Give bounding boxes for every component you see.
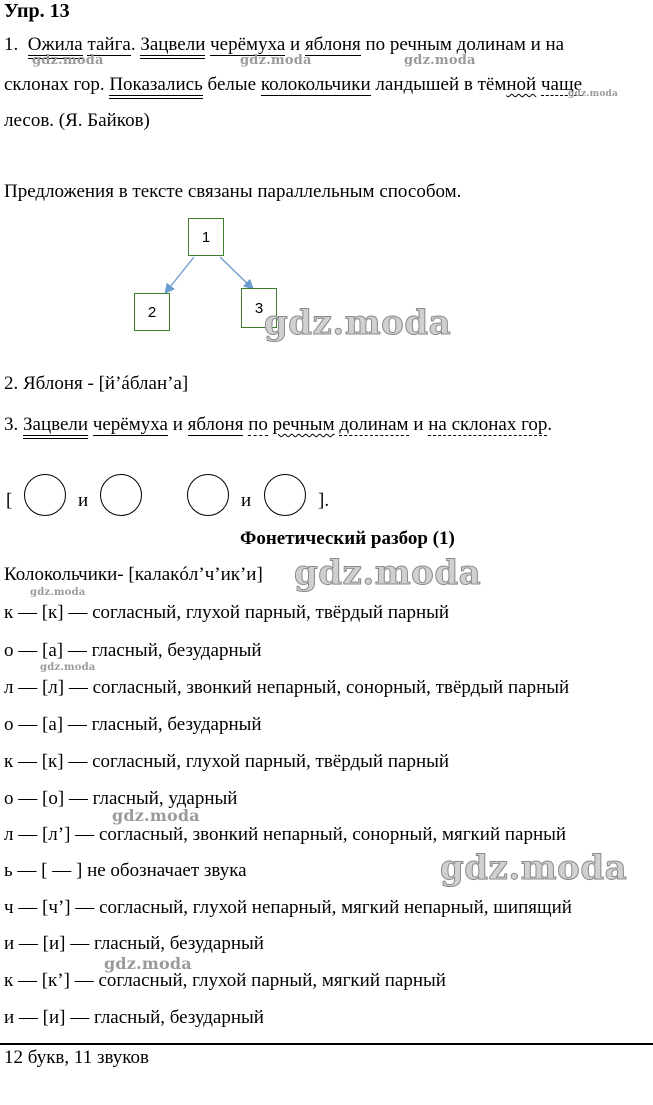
scheme-circle-4	[264, 474, 306, 516]
diagram-box-2: 2	[134, 293, 170, 331]
task3-sentence	[4, 414, 552, 436]
phonetic-line: ь — [ — ] не обозначает звука	[4, 860, 247, 881]
phonetic-line: к — [к] — согласный, глухой парный, твёрдый парный	[4, 602, 450, 623]
scheme-and-1: и	[78, 490, 89, 511]
watermark-small: gdz.moda	[404, 53, 476, 68]
subject-yablonya: яблоня	[304, 34, 361, 55]
phonetic-line: к — [к’] — согласный, глухой парный, мягкий парный	[4, 970, 446, 991]
watermark-small: gdz.moda	[40, 662, 96, 673]
watermark-small: gdz.moda	[240, 53, 312, 68]
phonetic-heading: Фонетический разбор (1)	[240, 528, 455, 549]
subject-cheremukha: черёмуха	[210, 34, 286, 55]
modifier-rechnym: речным	[272, 414, 335, 435]
adverbial-dolinam: долинам	[339, 414, 409, 435]
watermark-small: gdz.moda	[112, 806, 200, 825]
scheme-circle-3	[187, 474, 229, 516]
subject-yablonya: яблоня	[187, 414, 244, 435]
phonetic-line: и — [и] — гласный, безударный	[4, 1007, 264, 1028]
letters-sounds-summary: 12 букв, 11 звуков	[4, 1047, 150, 1068]
task3-number: 3.	[4, 414, 19, 435]
conjunction: и	[290, 34, 301, 55]
task1-number: 1.	[4, 34, 19, 55]
text-fragment: склонах гор.	[4, 74, 105, 95]
task1-line3: лесов. (Я. Байков)	[4, 110, 150, 131]
conjunction-2: и	[413, 414, 424, 435]
punct: .	[130, 34, 136, 55]
predicate-zatsveli: Зацвели	[140, 34, 205, 59]
arrow-to-2	[166, 257, 194, 292]
scheme-circle-2	[100, 474, 142, 516]
subject-tayga: тайга	[87, 34, 131, 55]
text-fragment: белые	[207, 74, 257, 95]
watermark-small: gdz.moda	[32, 53, 104, 68]
phonetic-line: о — [о] — гласный, ударный	[4, 788, 238, 809]
phonetic-line: л — [л] — согласный, звонкий непарный, сонорный, твёрдый парный	[4, 677, 570, 698]
phonetic-line: о — [а] — гласный, безударный	[4, 714, 262, 735]
diagram-box-1: 1	[188, 218, 224, 256]
text-fragment: по речным долинам и на	[365, 34, 565, 55]
watermark-large: gdz.moda	[264, 303, 452, 343]
phonetic-line: о — [а] — гласный, безударный	[4, 640, 262, 661]
phonetic-word: Колокольчики- [калакóл’ч’ик’и]	[4, 564, 263, 585]
scheme-and-2: и	[241, 490, 252, 511]
connection-text: Предложения в тексте связаны параллельным способом.	[4, 181, 462, 202]
arrow-to-3	[220, 257, 252, 288]
scheme-open-bracket: [	[6, 490, 13, 511]
watermark-large: gdz.moda	[294, 553, 482, 593]
text-fragment: ландышей в тём	[375, 74, 507, 95]
predicate-ozhila: Ожила	[28, 34, 83, 59]
watermark-small: gdz.moda	[104, 954, 192, 973]
phonetic-line: и — [и] — гласный, безударный	[4, 933, 264, 954]
task1-line2	[4, 74, 582, 96]
punct: .	[547, 414, 553, 435]
diagram-box-3: 3	[241, 288, 277, 328]
adverbial-na-sklonakh: на склонах гор	[428, 414, 548, 435]
watermark-large: gdz.moda	[440, 848, 628, 888]
watermark-small: gdz.moda	[568, 89, 619, 99]
watermark-small: gdz.moda	[30, 587, 86, 598]
phonetic-line: л — [л’] — согласный, звонкий непарный, сонорный, мягкий парный	[4, 824, 567, 845]
conjunction: и	[172, 414, 183, 435]
task2-transcription: 2. Яблоня - [й’áблан’а]	[4, 373, 189, 394]
exercise-title: Упр. 13	[4, 0, 70, 22]
adverbial-po: по	[248, 414, 268, 435]
scheme-circle-1	[24, 474, 66, 516]
phonetic-line: ч — [ч’] — согласный, глухой непарный, мягкий непарный, шипящий	[4, 897, 572, 918]
bottom-rule	[0, 1043, 653, 1045]
phonetic-line: к — [к] — согласный, глухой парный, твёрдый парный	[4, 751, 450, 772]
adverbial-chashche: чаще	[540, 74, 583, 95]
subject-kolokolchiki: колокольчики	[260, 74, 371, 95]
predicate-zatsveli: Зацвели	[23, 414, 88, 439]
subject-cheremukha: черёмуха	[92, 414, 168, 435]
predicate-pokazalis: Показались	[109, 74, 202, 99]
scheme-close-bracket: ].	[318, 490, 330, 511]
modifier-noy: ной	[506, 74, 537, 95]
